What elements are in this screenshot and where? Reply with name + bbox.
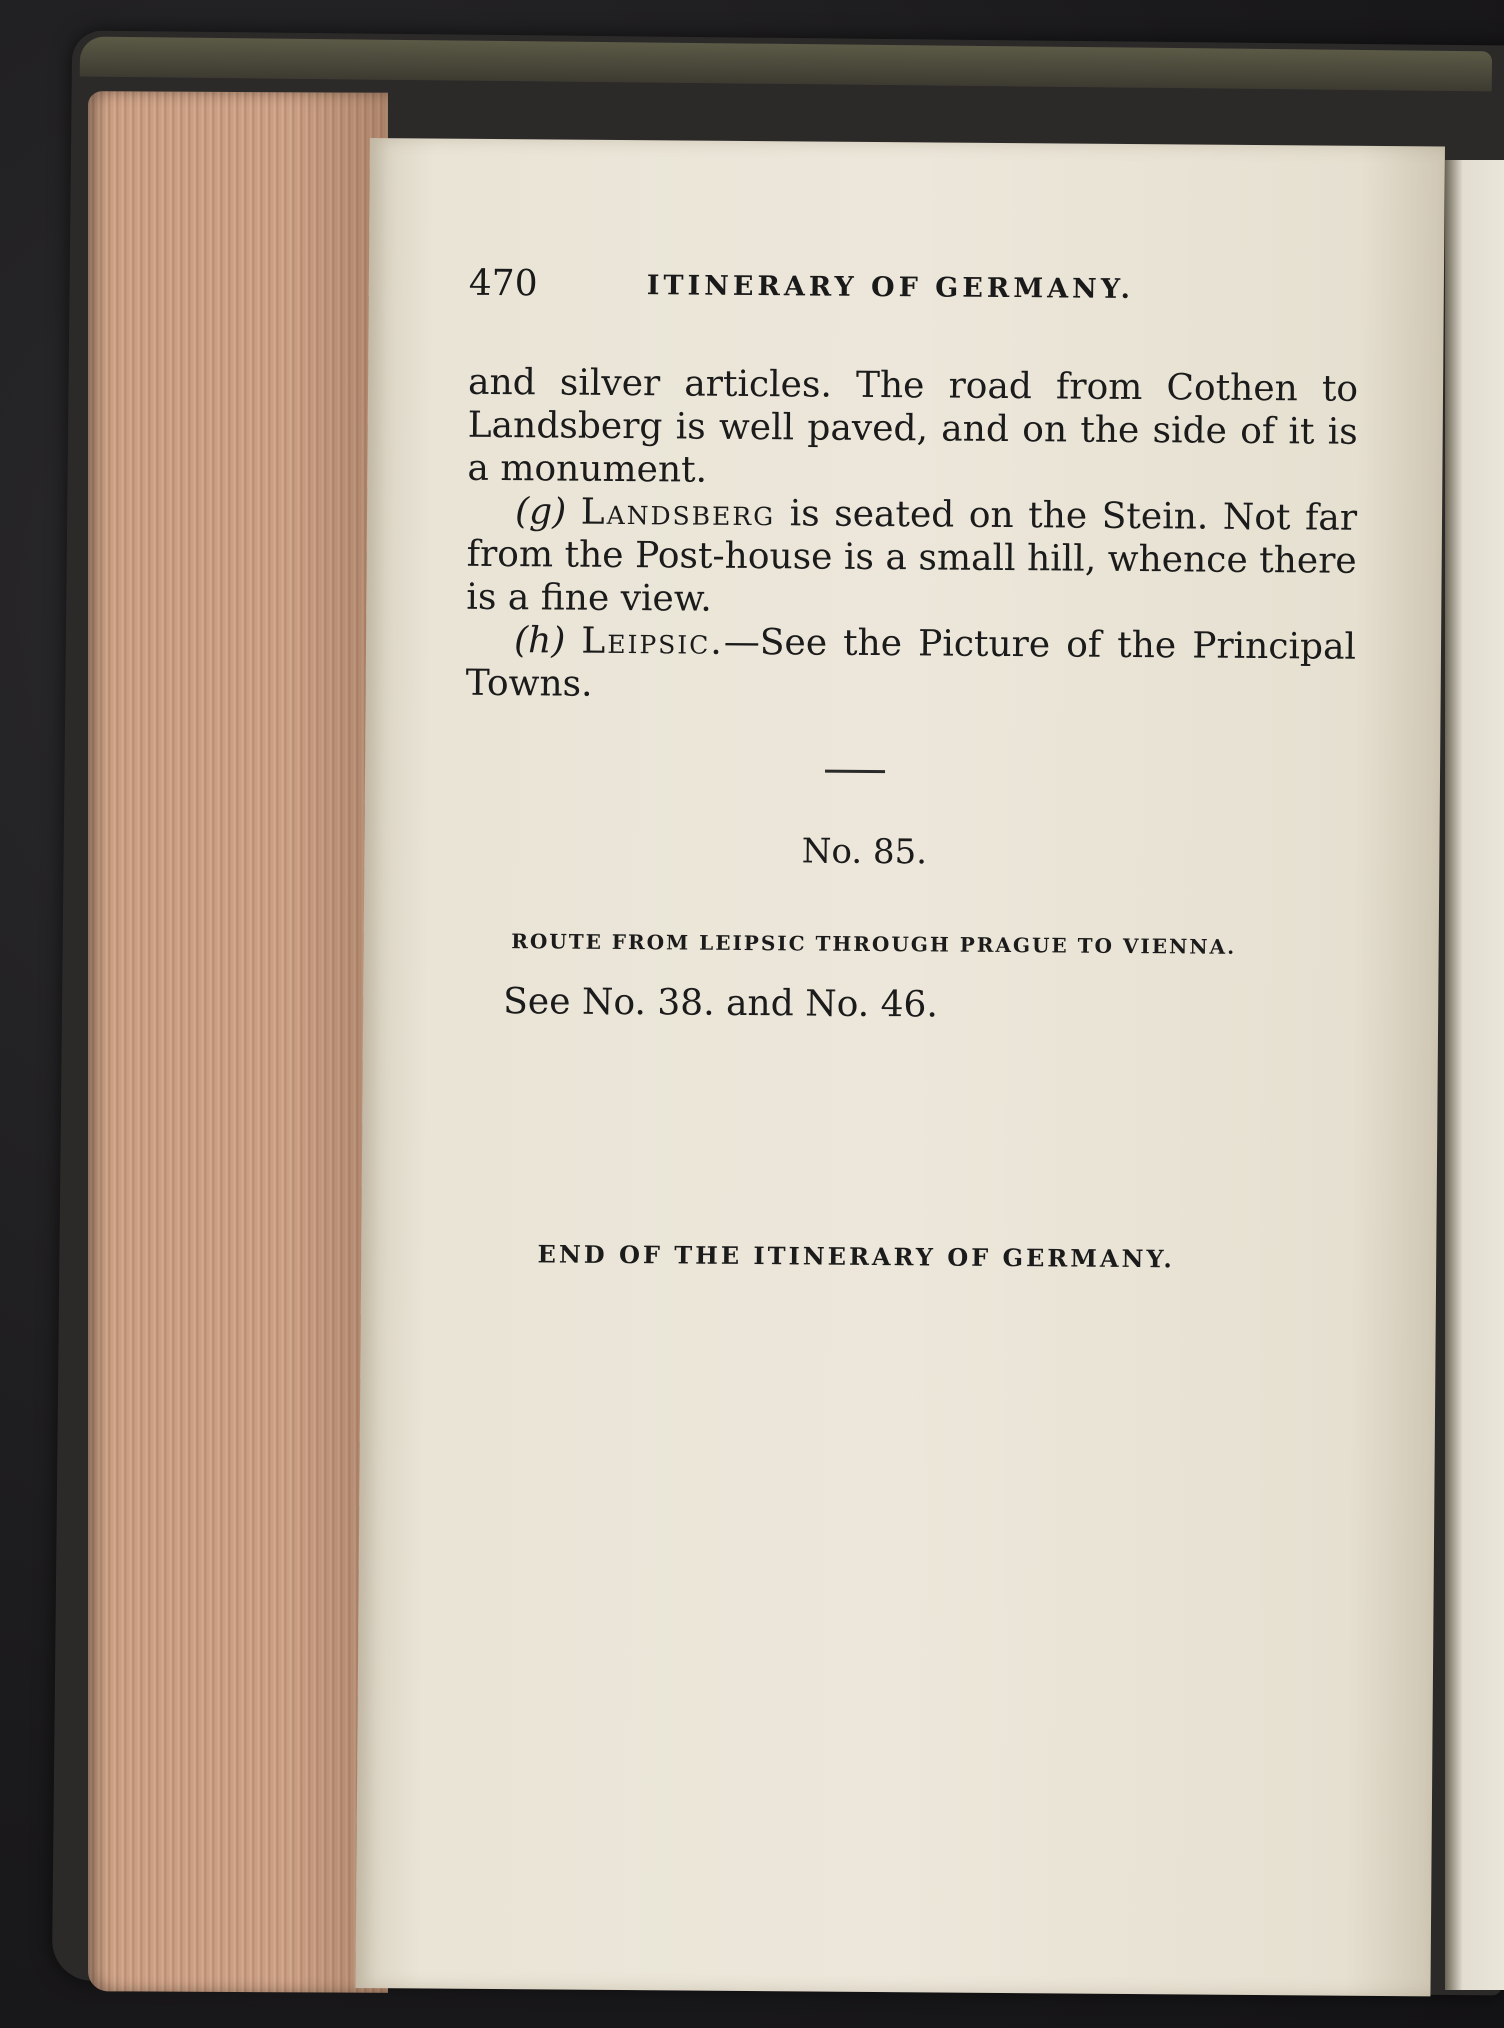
route-reference: See No. 38. and No. 46. (503, 981, 939, 1026)
facing-page-edge (1445, 160, 1504, 1990)
place-name-landsberg: Landsberg (580, 491, 776, 535)
route-title: ROUTE FROM LEIPSIC THROUGH PRAGUE TO VIENNA. (511, 929, 1237, 959)
page-block-fore-edge (88, 91, 388, 1993)
page-number: 470 (468, 262, 538, 305)
note-marker-h: (h) (513, 620, 566, 662)
end-of-itinerary: END OF THE ITINERARY OF GERMANY. (537, 1239, 1175, 1274)
paragraph-cothen: and silver articles. The road from Cothen to Landsberg is well paved, and on the side of it is a monument. (467, 361, 1359, 491)
note-marker-g: (g) (514, 491, 567, 533)
paragraph-landsberg-text: is seated on the Stein. Not far from the Post-house is a small hill, whence there is a fine view. (466, 493, 1358, 620)
page-header (469, 263, 1329, 330)
book-page (355, 138, 1444, 1996)
paragraph-landsberg (466, 490, 1357, 626)
running-title: ITINERARY OF GERMANY. (646, 270, 1135, 306)
route-number: No. 85. (801, 831, 928, 873)
paragraph-leipsic (466, 619, 1357, 712)
paragraph-leipsic-text: —See the Picture of the Principal Towns. (465, 621, 1357, 705)
section-divider (825, 770, 885, 773)
place-name-leipsic: Leipsic. (581, 620, 724, 663)
page-body (466, 361, 1359, 712)
